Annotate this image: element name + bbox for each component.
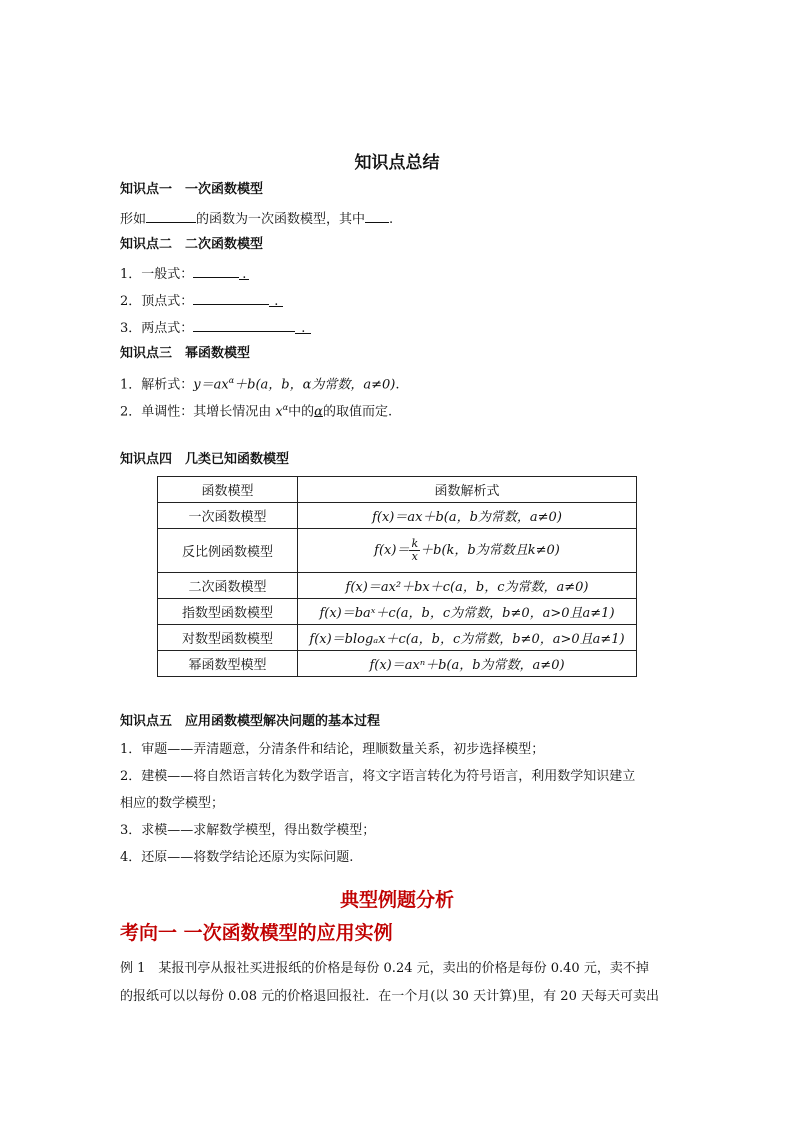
kp3-item-1 (120, 372, 400, 394)
kp3-item-2-prefix: 2．单调性：其增长情况由 (120, 404, 276, 420)
kp3-formula-y: y (193, 377, 201, 393)
kp2-item-3 (120, 318, 311, 338)
kp3-item-1-end: . (395, 377, 400, 393)
kp3-formula-rest: ＋b(a，b，α为常数，a≠0) (234, 377, 396, 393)
kp1-heading: 知识点一 一次函数模型 (120, 182, 264, 197)
kp2-item-1-label: 1．一般式： (120, 267, 194, 282)
table-header-model: 函数模型 (158, 477, 298, 503)
formula-suffix: ＋b(k，b为常数且k≠0) (420, 543, 560, 558)
kp1-pre: 形如 (120, 212, 147, 227)
fraction (409, 538, 420, 563)
kp1-mid: 的函数为一次函数模型，其中 (196, 212, 366, 227)
kp2-item-2-label: 2．顶点式： (120, 294, 194, 309)
kp2-dot-2: . (269, 293, 283, 307)
table-cell-model: 二次函数模型 (158, 573, 298, 599)
table-row (158, 573, 637, 599)
kp4-heading: 知识点四 几类已知函数模型 (120, 452, 290, 467)
kp1-end: . (389, 212, 394, 227)
table-cell-formula: f(x)＝blogₐx＋c(a，b，c为常数，b≠0，a>0且a≠1) (298, 625, 637, 651)
table-cell-model: 一次函数模型 (158, 503, 298, 529)
function-models-table (157, 476, 637, 677)
kp1-blank-1 (146, 209, 196, 223)
table-row (158, 599, 637, 625)
kp3-formula-sup: α (228, 376, 235, 385)
example-line: 的报纸可以以每份 0.08 元的价格退回报社．在一个月(以 30 天计算)里，有 20 天每天可卖出 (120, 989, 659, 1004)
table-row (158, 625, 637, 651)
table-header-formula: 函数解析式 (298, 477, 637, 503)
kp3-item-2 (120, 399, 392, 421)
table-cell-model: 幂函数型模型 (158, 651, 298, 677)
table-cell-formula: f(x)＝ax²＋bx＋c(a，b，c为常数，a≠0) (298, 573, 637, 599)
kp2-blank-1 (193, 264, 239, 278)
table-cell-formula: f(x)＝baˣ＋c(a，b，c为常数，b≠0，a>0且a≠1) (298, 599, 637, 625)
kp3-heading: 知识点三 幂函数模型 (120, 346, 251, 361)
kp5-item: 1．审题——弄清题意，分清条件和结论，理顺数量关系，初步选择模型； (120, 742, 545, 757)
kp2-blank-2 (193, 291, 269, 305)
table-cell-formula: f(x)＝axⁿ＋b(a，b为常数，a≠0) (298, 651, 637, 677)
table-cell-formula (298, 529, 637, 573)
kp3-item-2-mid: 中的 (288, 404, 315, 420)
example-line: 例 1 某报刊亭从报社买进报纸的价格是每份 0.24 元，卖出的价格是每份 0.40 元，卖不掉 (120, 961, 649, 976)
fraction-numerator: k (411, 537, 419, 550)
kp3-item-2-end: 的取值而定. (322, 404, 393, 420)
kp5-item-cont: 相应的数学模型； (120, 796, 225, 811)
table-header-row (158, 477, 637, 503)
kp5-item: 3．求模——求解数学模型，得出数学模型； (120, 823, 376, 838)
section-subtitle: 考向一 一次函数模型的应用实例 (120, 922, 393, 944)
kp5-item: 4．还原——将数学结论还原为实际问题. (120, 850, 354, 865)
kp3-item-1-prefix: 1．解析式： (120, 377, 194, 393)
table-cell-model: 指数型函数模型 (158, 599, 298, 625)
fraction-denominator: x (411, 550, 418, 563)
kp2-item-3-label: 3．两点式： (120, 321, 194, 336)
page-title: 知识点总结 (354, 153, 440, 173)
kp3-formula-ax: ＝ax (200, 377, 229, 393)
kp2-item-1 (120, 264, 249, 284)
table-cell-formula: f(x)＝ax＋b(a，b为常数，a≠0) (298, 503, 637, 529)
formula-prefix: f(x)＝ (374, 543, 410, 558)
kp2-dot-1: . (239, 266, 249, 280)
section-title: 典型例题分析 (339, 889, 454, 911)
kp2-item-2 (120, 291, 283, 311)
kp3-item-2-alpha: α (314, 404, 323, 420)
table-cell-model: 反比例函数模型 (158, 529, 298, 573)
table-row (158, 651, 637, 677)
kp5-item: 2．建模——将自然语言转化为数学语言，将文字语言转化为符号语言，利用数学知识建立 (120, 769, 636, 784)
kp2-heading: 知识点二 二次函数模型 (120, 237, 264, 252)
table-cell-model: 对数型函数模型 (158, 625, 298, 651)
kp1-line (120, 209, 393, 229)
table-row (158, 529, 637, 573)
kp3-item-2-x: x (275, 404, 283, 420)
table-row (158, 503, 637, 529)
kp5-heading: 知识点五 应用函数模型解决问题的基本过程 (120, 714, 381, 729)
kp2-dot-3: . (295, 320, 311, 334)
kp2-blank-3 (193, 318, 295, 332)
kp3-item-2-sup: α (282, 403, 289, 412)
kp1-blank-2 (365, 209, 389, 223)
